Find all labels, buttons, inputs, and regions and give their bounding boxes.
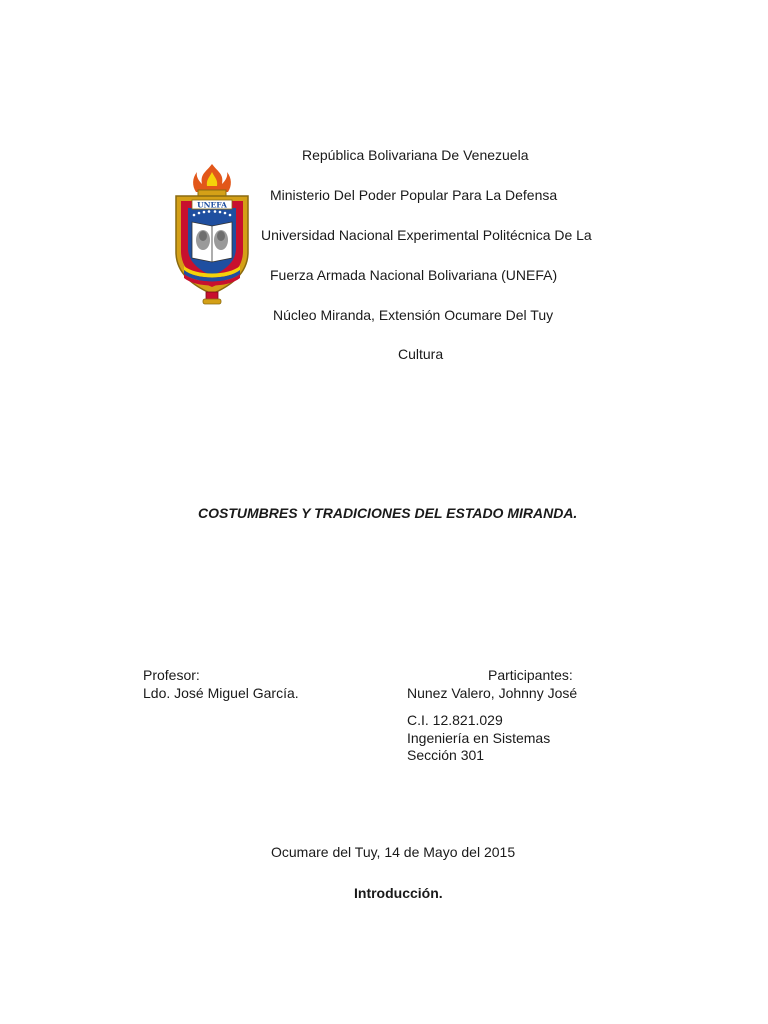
document-title: COSTUMBRES Y TRADICIONES DEL ESTADO MIRANDA.	[198, 505, 578, 521]
participant-name: Nunez Valero, Johnny José	[407, 685, 578, 701]
header-line-nucleus: Núcleo Miranda, Extensión Ocumare Del Tuy	[273, 307, 554, 323]
header-line-armed-force: Fuerza Armada Nacional Bolivariana (UNEFA)	[270, 267, 558, 283]
place-date: Ocumare del Tuy, 14 de Mayo del 2015	[271, 844, 516, 860]
header-line-ministry: Ministerio Del Poder Popular Para La Defensa	[270, 187, 558, 203]
header-line-subject: Cultura	[398, 346, 444, 362]
header-line-republic: República Bolivariana De Venezuela	[302, 147, 529, 163]
header-line-university: Universidad Nacional Experimental Politécnica De La	[261, 227, 592, 243]
participants-label: Participantes:	[488, 667, 573, 683]
logo-acronym: UNEFA	[197, 200, 227, 210]
participant-section: Sección 301	[407, 747, 485, 763]
professor-name: Ldo. José Miguel García.	[143, 685, 299, 701]
participant-ci: C.I. 12.821.029	[407, 712, 503, 728]
unefa-logo	[170, 162, 254, 306]
participant-career: Ingeniería en Sistemas	[407, 730, 551, 746]
professor-label: Profesor:	[143, 667, 200, 683]
introduction-heading: Introducción.	[354, 885, 443, 901]
